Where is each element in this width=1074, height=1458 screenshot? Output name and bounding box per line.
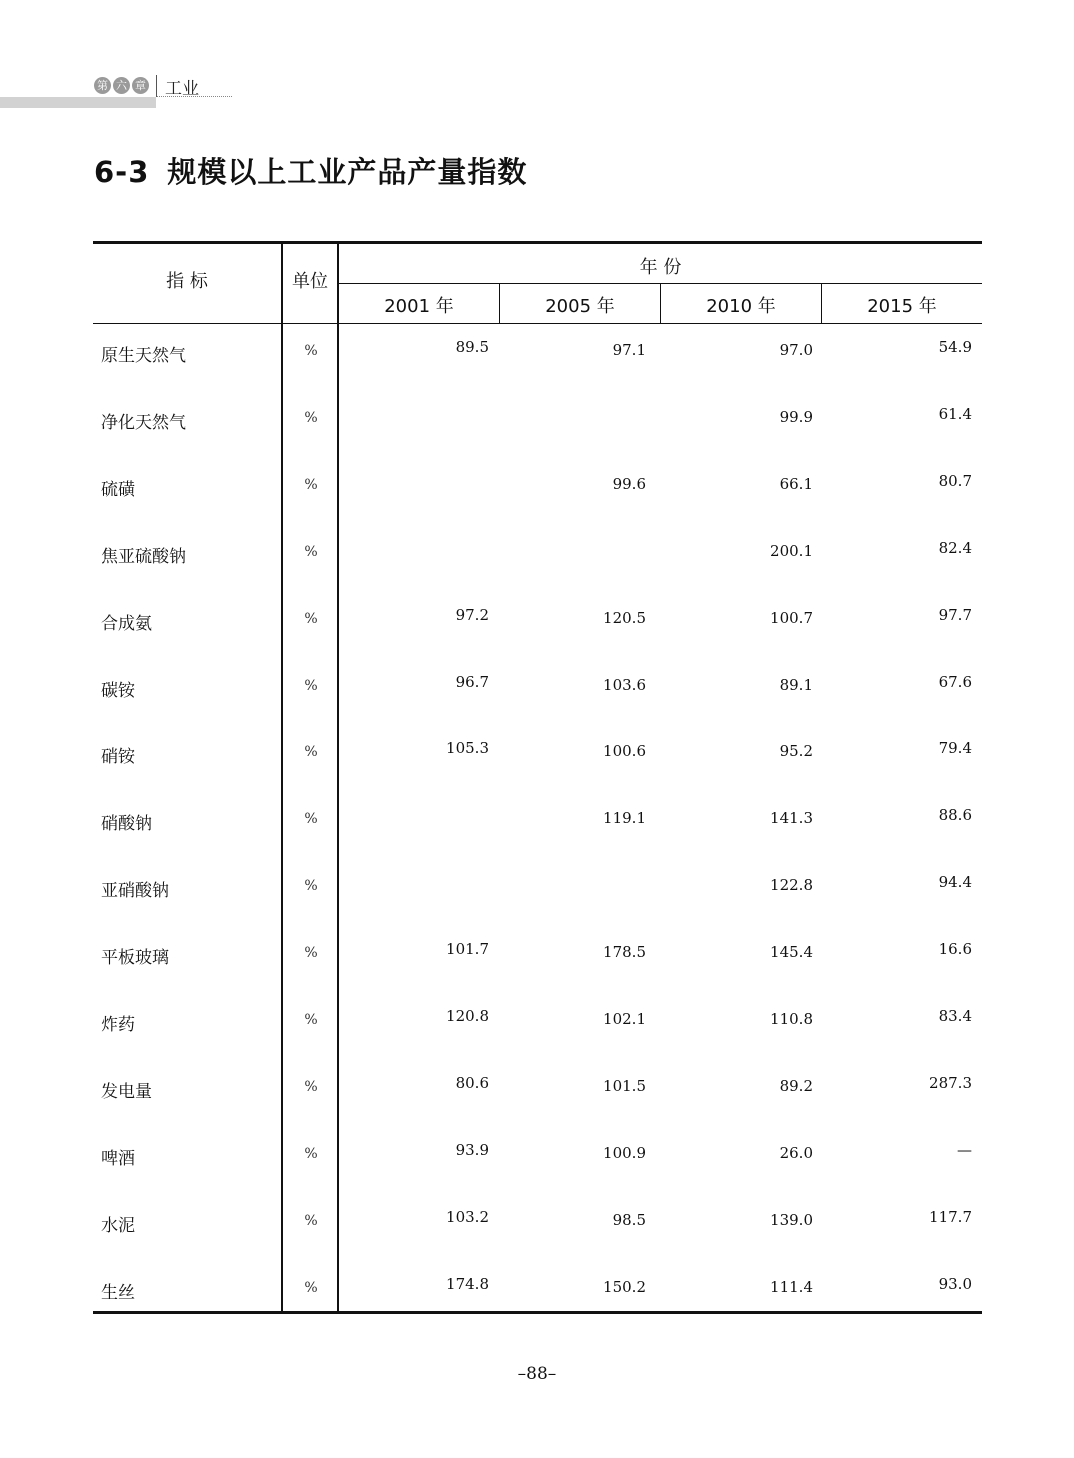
row-unit: % [304, 409, 318, 426]
row-value: — [957, 1140, 972, 1159]
row-value: 119.1 [603, 809, 646, 828]
row-indicator: 焦亚硫酸钠 [101, 546, 186, 567]
row-value: 93.9 [455, 1140, 489, 1159]
row-value: 120.8 [446, 1007, 489, 1025]
header-year: 2015 年 [867, 296, 937, 317]
row-value: 145.4 [770, 943, 813, 962]
row-value: 100.6 [603, 742, 646, 761]
row-indicator: 硝酸钠 [101, 814, 152, 835]
row-unit: % [304, 878, 318, 895]
row-value: 97.0 [779, 341, 813, 359]
data-table [93, 241, 982, 1314]
row-value: 89.1 [779, 675, 813, 694]
section-label: 工业 [165, 79, 199, 99]
chapter-char: 第 [94, 77, 111, 94]
table-row [93, 404, 982, 475]
row-indicator: 碳铵 [101, 680, 135, 701]
row-indicator: 水泥 [101, 1215, 135, 1236]
row-indicator: 合成氨 [101, 613, 152, 634]
header-separator [156, 75, 157, 97]
row-value: 102.1 [603, 1010, 646, 1028]
chapter-char: 六 [113, 77, 130, 94]
row-value: 96.7 [455, 672, 489, 691]
table-top-rule [93, 241, 982, 244]
row-unit: % [304, 343, 318, 359]
row-indicator: 平板玻璃 [101, 948, 169, 969]
row-unit: % [304, 811, 318, 828]
row-value: 93.0 [938, 1274, 972, 1293]
row-unit: % [304, 1212, 318, 1229]
row-indicator: 硝铵 [101, 747, 135, 768]
row-value: 67.6 [938, 672, 972, 691]
row-value: 101.7 [446, 940, 489, 959]
chapter-char: 章 [132, 77, 149, 94]
table-row [93, 1274, 982, 1345]
row-indicator: 生丝 [101, 1282, 135, 1303]
table-row [93, 1207, 982, 1278]
row-value: 66.1 [779, 474, 813, 493]
header-unit: 单位 [292, 271, 328, 292]
table-row [93, 940, 982, 1010]
row-value: 178.5 [603, 943, 646, 962]
row-indicator: 硫磺 [101, 479, 135, 500]
table-title: 规模以上工业产品产量指数 [167, 155, 528, 189]
row-value: 95.2 [779, 742, 813, 761]
row-unit: % [304, 610, 318, 627]
row-value: 117.7 [929, 1207, 972, 1226]
row-value: 111.4 [770, 1277, 813, 1296]
row-value: 89.5 [455, 338, 489, 356]
row-value: 200.1 [770, 541, 813, 560]
row-unit: % [304, 1279, 318, 1296]
row-value: 16.6 [938, 940, 972, 959]
table-row [93, 739, 982, 809]
row-value: 98.5 [612, 1210, 646, 1229]
row-value: 100.7 [770, 608, 813, 627]
table-row [93, 471, 982, 542]
row-value: 54.9 [938, 338, 972, 356]
row-value: 101.5 [603, 1076, 646, 1095]
page-number: –88– [517, 1364, 557, 1384]
row-value: 120.5 [603, 608, 646, 627]
row-value: 174.8 [446, 1274, 489, 1293]
table-row [93, 873, 982, 943]
table-row [93, 338, 982, 408]
row-value: 139.0 [770, 1210, 813, 1229]
header-years-group: 年 份 [639, 257, 682, 278]
row-value: 61.4 [938, 404, 972, 423]
row-indicator: 啤酒 [101, 1148, 135, 1169]
row-unit: % [304, 476, 318, 493]
header-bottom-rule [93, 323, 982, 324]
row-value: 105.3 [446, 739, 489, 758]
table-row [93, 672, 982, 743]
table-row [93, 538, 982, 609]
row-value: 80.6 [455, 1073, 489, 1092]
row-value: 26.0 [779, 1143, 813, 1162]
row-unit: % [304, 543, 318, 560]
row-unit: % [304, 1012, 318, 1028]
header-year: 2010 年 [706, 296, 776, 317]
row-value: 97.2 [455, 605, 489, 624]
row-indicator: 炸药 [101, 1015, 135, 1035]
row-value: 103.2 [446, 1207, 489, 1226]
table-number: 6-3 [94, 155, 150, 189]
row-unit: % [304, 744, 318, 761]
header-year: 2001 年 [384, 296, 454, 317]
table-row [93, 806, 982, 876]
table-row [93, 605, 982, 676]
row-value: 82.4 [938, 538, 972, 557]
row-indicator: 发电量 [101, 1081, 152, 1102]
row-unit: % [304, 945, 318, 962]
header-indicator: 指 标 [166, 271, 208, 292]
row-value: 150.2 [603, 1277, 646, 1296]
row-unit: % [304, 1145, 318, 1162]
row-indicator: 亚硝酸钠 [101, 881, 169, 902]
row-value: 287.3 [929, 1073, 972, 1092]
row-value: 110.8 [770, 1010, 813, 1028]
row-unit: % [304, 1078, 318, 1095]
table-row [93, 1073, 982, 1144]
table-row [93, 1007, 982, 1077]
row-value: 80.7 [938, 471, 972, 490]
row-value: 83.4 [938, 1007, 972, 1025]
row-value: 122.8 [770, 876, 813, 895]
row-value: 97.7 [938, 605, 972, 624]
row-value: 89.2 [779, 1076, 813, 1095]
header-bar [0, 97, 156, 108]
row-value: 99.9 [779, 407, 813, 426]
row-indicator: 原生天然气 [101, 346, 186, 366]
page-title [94, 150, 527, 191]
row-value: 94.4 [938, 873, 972, 892]
header-year: 2005 年 [545, 296, 615, 317]
row-value: 141.3 [770, 809, 813, 828]
chapter-badges [94, 77, 149, 94]
row-unit: % [304, 677, 318, 694]
row-value: 97.1 [612, 341, 646, 359]
row-value: 103.6 [603, 675, 646, 694]
row-value: 88.6 [938, 806, 972, 825]
row-value: 79.4 [938, 739, 972, 758]
row-value: 99.6 [612, 474, 646, 493]
row-value: 100.9 [603, 1143, 646, 1162]
table-row [93, 1140, 982, 1211]
row-indicator: 净化天然气 [101, 412, 186, 433]
